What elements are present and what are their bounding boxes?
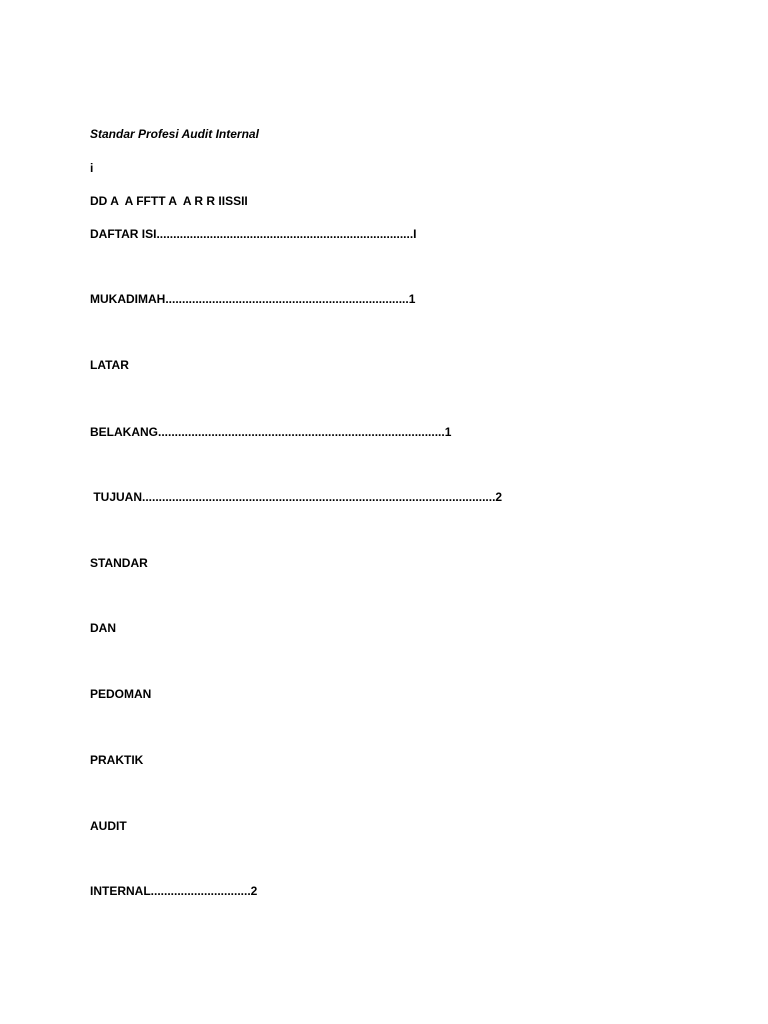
garbled-heading: DD A A FFTT A A R R IISSII	[90, 194, 248, 208]
toc-entry-mukadimah: MUKADIMAH.........................................................................1	[90, 292, 416, 306]
toc-entry-belakang: BELAKANG......................................................................................1	[90, 425, 452, 439]
toc-entry-pedoman: PEDOMAN	[90, 687, 152, 701]
toc-entry-latar: LATAR	[90, 358, 129, 372]
toc-entry-dan: DAN	[90, 621, 116, 635]
toc-entry-internal: INTERNAL..............................2	[90, 884, 258, 898]
toc-entry-praktik: PRAKTIK	[90, 753, 144, 767]
toc-entry-standar: STANDAR	[90, 556, 148, 570]
toc-entry-tujuan: TUJUAN..........................................................................................................2	[90, 490, 503, 504]
toc-entry-daftar-isi: DAFTAR ISI.............................................................................I	[90, 227, 417, 241]
header-title: Standar Profesi Audit Internal	[90, 127, 259, 141]
page-marker: i	[90, 161, 94, 175]
toc-entry-audit: AUDIT	[90, 819, 127, 833]
